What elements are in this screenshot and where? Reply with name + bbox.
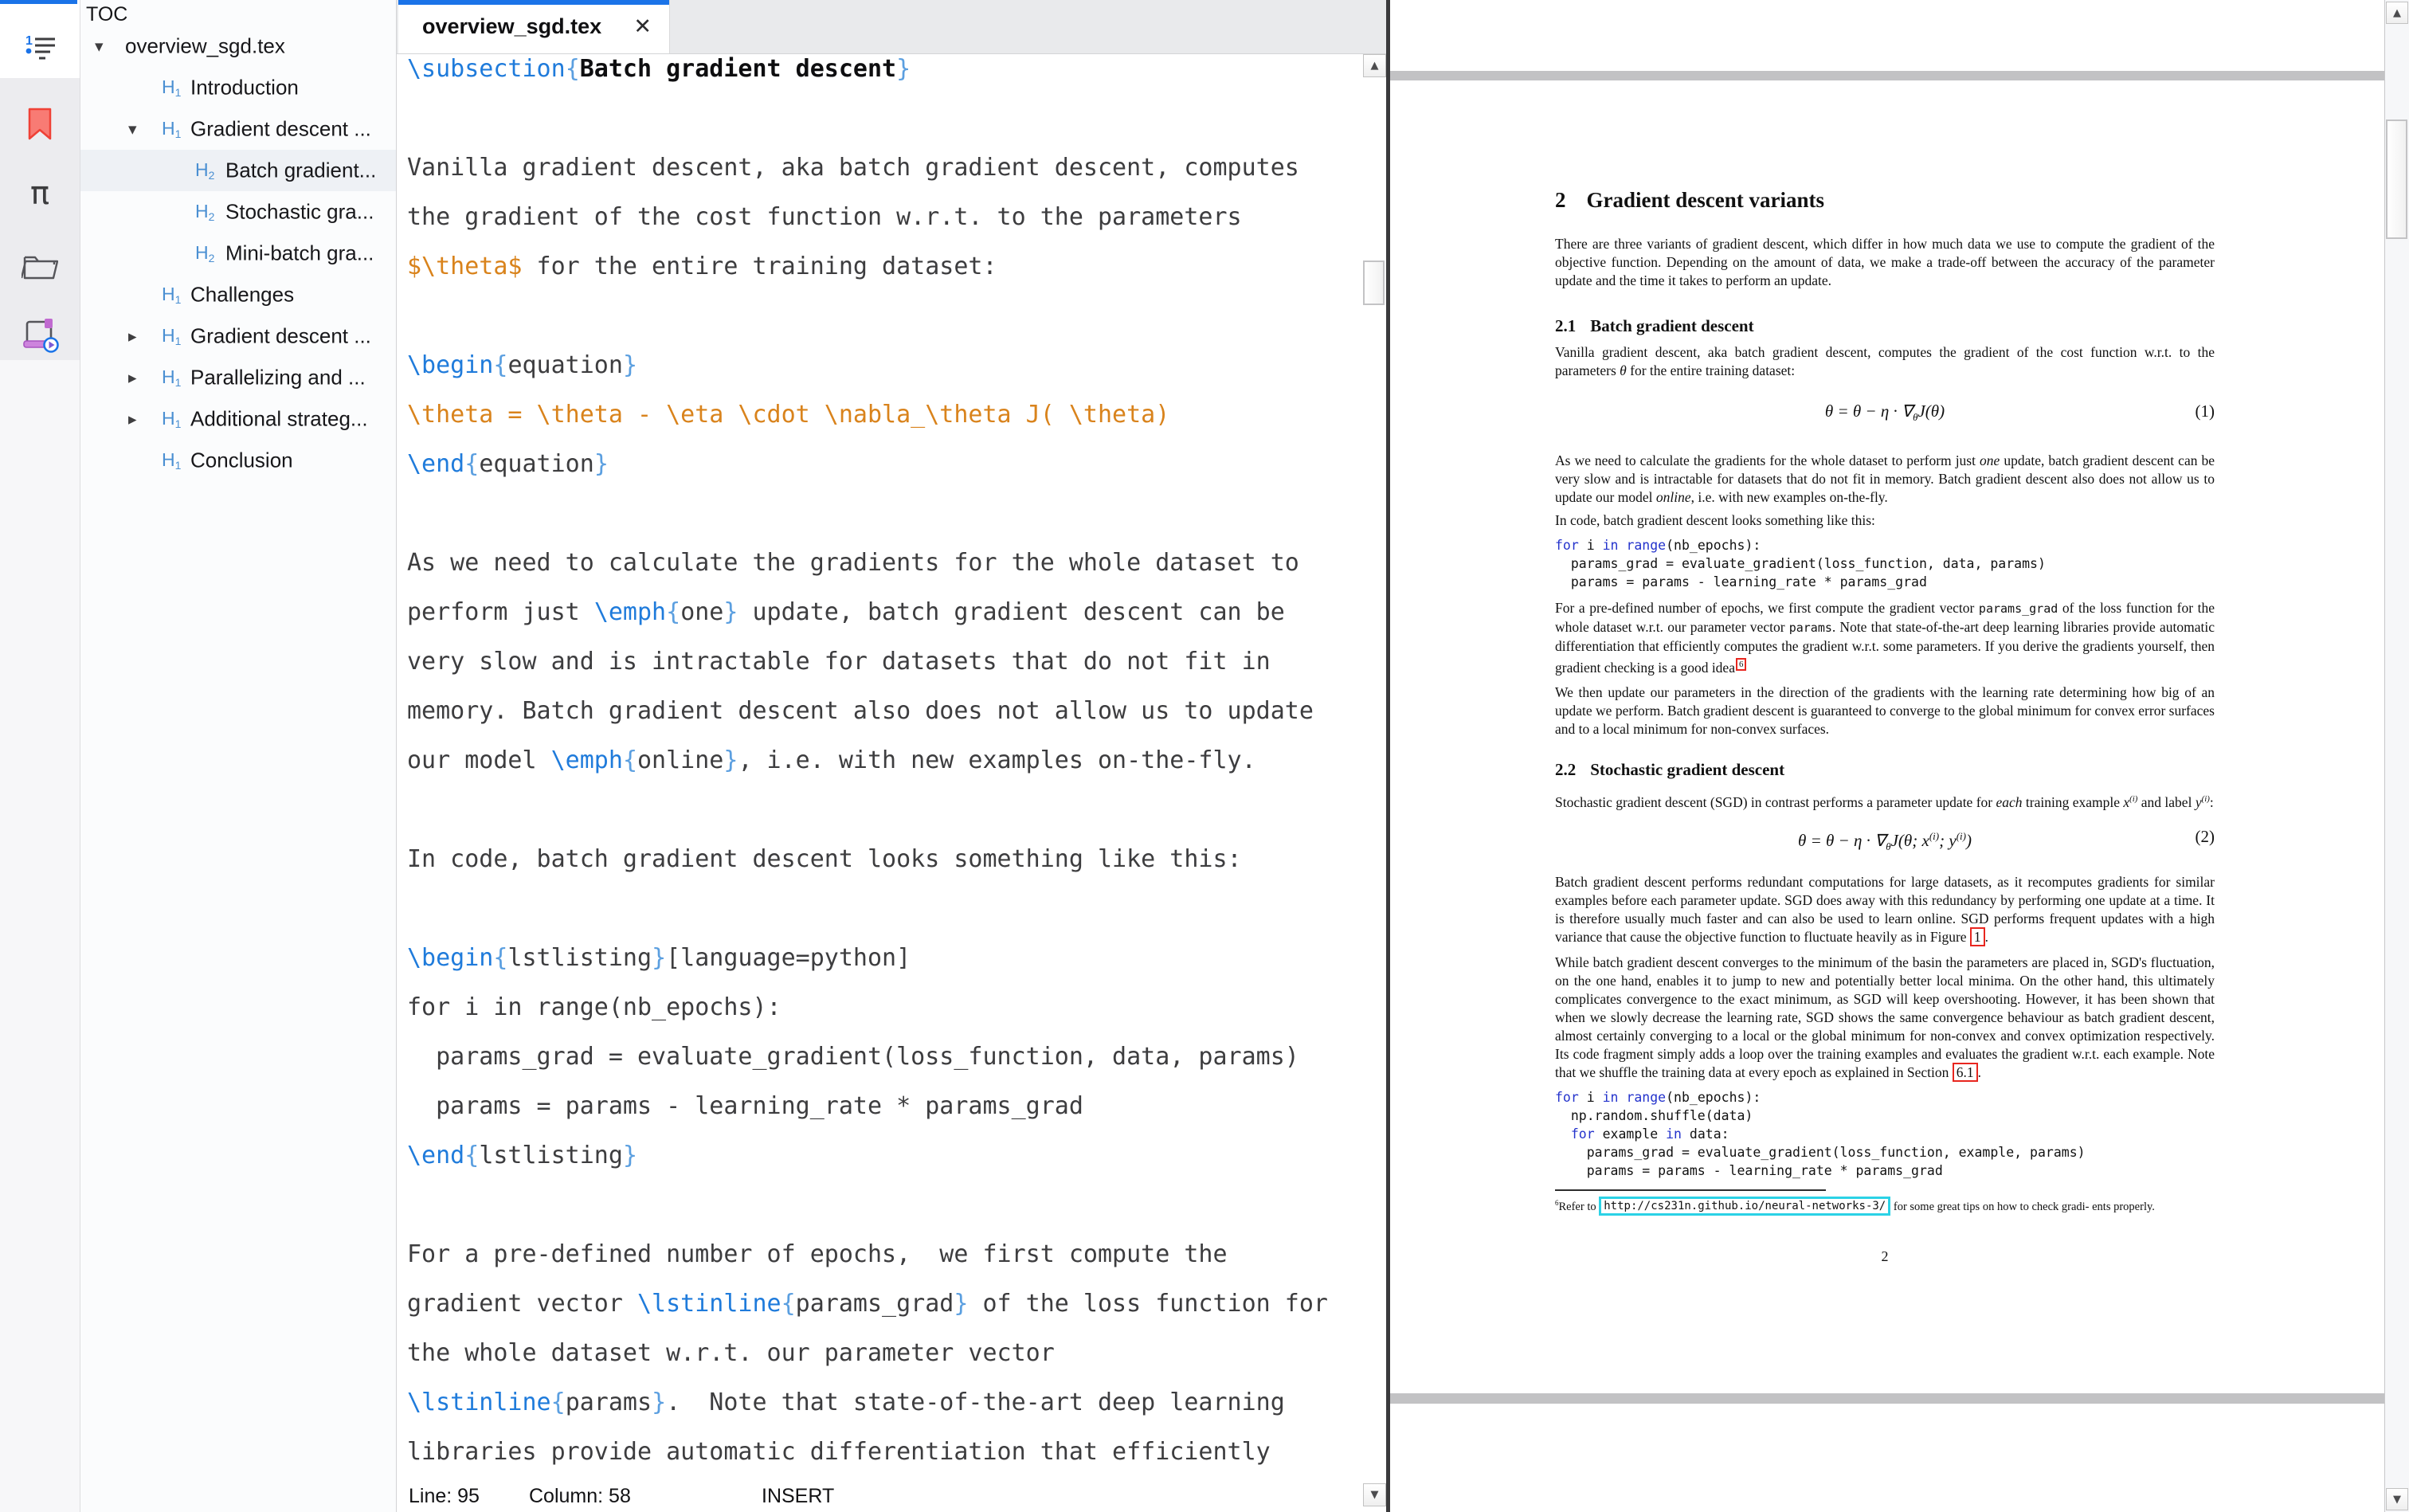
pdf-text: params_grad [1978,601,2058,616]
pdf-text: each [1996,793,2023,810]
pdf-text: range [1626,538,1667,553]
reference-link-box[interactable]: 6.1 [1953,1063,1978,1082]
heading-level-icon: H1 [162,118,182,140]
pdf-section-heading: 2.2 Stochastic gradient descent [1555,759,1785,779]
chevron-right-icon[interactable]: ▸ [128,327,137,346]
pdf-text: in [1666,1126,1682,1142]
pdf-paragraph [1555,343,2215,380]
pdf-text: and label [2137,793,2196,810]
heading-level-icon: H1 [162,76,182,99]
sidebar-item-bookmarks[interactable] [0,97,80,155]
pdf-text: . Note that state-of-the-art deep learning libraries provide automatic differentiation that efficiently computes the gradient w.r.t. some parameters. If you derive the gradients yourself, then gradient checking is a good idea [1555,619,2215,676]
toc-tree [80,25,396,481]
toc-row[interactable] [80,357,396,398]
pdf-scroll-up-button[interactable]: ▲ [2386,2,2408,24]
reference-link-box[interactable]: 6 [1736,658,1746,671]
editor-line: our model \emph{online}, i.e. with new examples on-the-fly. [407,746,1256,774]
editor-line [407,94,1355,143]
pdf-text: As we need to calculate the gradients for the whole dataset to perform just [1555,452,1980,468]
pdf-text: While batch gradient descent converges to the minimum of the basin the parameters are placed in, SGD's fluctuation, on the one hand, enables it to jump to new and potentially better local minima. On the other hand, this ultimately complicates convergence to the exact minimum, as SGD will keep overshooting. However, it has been shown that when we slowly decrease the learning rate, SGD shows the same convergence behaviour as batch gradient descent, almost certainly converging to a local or the global minimum for non-convex and convex optimization respectively. Its code fragment simply adds a loop over the training examples and evaluates the gradient w.r.t. each example. Note that we shuffle the training data at every epoch as explained in Section [1555,954,2215,1080]
toc-item-label: Gradient descent ... [190,323,371,348]
editor-line: \theta = \theta - \eta \cdot \nabla_\theta J( \theta) [407,401,1170,429]
pdf-code-line [1555,1088,2215,1107]
pdf-paragraph [1555,452,2215,507]
close-icon[interactable]: ✕ [633,14,652,39]
pdf-scrollbar[interactable] [2384,0,2409,1512]
heading-level-icon: H1 [162,284,182,306]
pdf-text: y [2195,793,2202,810]
activity-active-top-border [0,0,77,4]
pdf-paragraph [1555,684,2215,738]
pdf-text: θ = θ − η · ∇ [1824,402,1913,421]
toc-item-label: Mini-batch gra... [225,241,374,265]
pdf-text: For a pre-defined number of epochs, we first compute the gradient vector [1555,600,1979,616]
editor-scroll-down-button[interactable]: ▼ [1363,1483,1386,1506]
equation-number: (2) [2195,826,2215,846]
pdf-code-line [1555,1107,2215,1125]
pdf-text: np.random.shuffle(data) [1555,1107,1753,1123]
editor-line [407,292,1355,341]
url-link-box[interactable]: http://cs231n.github.io/neural-networks-3/ [1599,1197,1890,1216]
pdf-text: J(θ; x [1890,830,1929,850]
pdf-text: one [1980,452,2000,468]
toc-row[interactable] [80,67,396,108]
pdf-paragraph [1555,790,2215,812]
pdf-section-heading: 2 Gradient descent variants [1555,188,1824,212]
pdf-paragraph [1555,235,2215,290]
pdf-text: in [1602,538,1619,553]
editor-line [407,785,1355,835]
heading-level-icon: H1 [162,325,182,347]
editor-line: memory. Batch gradient descent also does not allow us to update [407,697,1314,725]
editor-line: For a pre-defined number of epochs, we first compute the [407,1240,1228,1268]
pdf-text: of the loss function for the whole dataset w.r.t. our parameter vector [1555,600,2215,635]
status-mode: INSERT [762,1485,835,1507]
pdf-text: x [2123,793,2130,810]
pdf-text: params = params - learning_rate * params_grad [1555,574,1927,590]
tab-label: overview_sgd.tex [422,14,602,38]
pdf-text: i [1578,1089,1603,1105]
heading-level-icon: H2 [195,201,215,223]
pdf-text: There are three variants of gradient descent, which differ in how much data we use to compute the gradient of the objective function. Depending on the amount of data, we make a trade-off between the accuracy of the parameter update and the time it takes to perform an update. [1555,236,2215,288]
editor-line: \lstinline{params}. Note that state-of-the-art deep learning [407,1389,1285,1416]
toc-row[interactable] [80,191,396,233]
editor-line: Vanilla gradient descent, aka batch gradient descent, computes [407,154,1299,182]
editor-line: for i in range(nb_epochs): [407,993,781,1021]
pdf-text: (nb_epochs): [1666,538,1761,553]
status-column: Column: 58 [529,1485,631,1507]
pdf-text: : [2209,793,2214,810]
editor-line: very slow and is intractable for datasets that do not fit in [407,648,1271,676]
toc-item-label: overview_sgd.tex [125,33,285,58]
pdf-text: (i) [1929,829,1940,842]
toc-item-label: Batch gradient... [225,158,377,182]
pdf-page-number: 2 [1881,1248,1889,1265]
pdf-text: (i) [1956,829,1966,842]
pdf-text: Refer to [1558,1200,1600,1213]
editor-line: \subsection{Batch gradient descent} [407,55,911,83]
pdf-code-line [1555,1125,2215,1143]
pdf-page-content [1555,188,2215,1265]
toc-row[interactable] [80,274,396,315]
svg-text:1: 1 [25,33,33,48]
pdf-text: i [1578,538,1603,553]
pdf-section-heading: 2.1 Batch gradient descent [1555,316,1754,335]
pi-icon: π [29,175,50,212]
toc-row[interactable] [80,150,396,191]
toc-row[interactable] [80,108,396,150]
chevron-down-icon[interactable]: ▾ [128,119,137,139]
editor-scroll-up-button[interactable]: ▲ [1363,54,1386,77]
pdf-text [1555,1126,1571,1142]
pdf-text: for [1555,1089,1579,1105]
pdf-text: ) [1965,830,1972,850]
page-separator [1390,1393,2384,1404]
pdf-preview-panel [1390,0,2384,1512]
editor-line: gradient vector \lstinline{params_grad} of the loss function for [407,1290,1328,1318]
pdf-code-line [1555,573,2215,591]
pdf-text: , i.e. with new examples on-the-fly. [1690,489,1888,505]
pdf-text: Vanilla gradient descent, aka batch gradient descent, computes the gradient of the cost function w.r.t. to the parameters [1555,344,2215,378]
sidebar-item-math-symbols[interactable] [0,165,80,222]
pdf-text: training example [2022,793,2124,810]
toc-item-label: Introduction [190,75,299,100]
toc-row[interactable] [80,315,396,357]
heading-level-icon: H2 [195,159,215,182]
editor-line: libraries provide automatic differentiation that efficiently [407,1438,1271,1466]
toc-item-label: Parallelizing and ... [190,365,366,390]
toc-row[interactable] [80,398,396,440]
pdf-text: ; y [1939,830,1957,850]
equation-number: (1) [2195,402,2215,421]
editor-line: As we need to calculate the gradients for the whole dataset to [407,549,1299,577]
pdf-text: In code, batch gradient descent looks something like this: [1555,512,1875,528]
pdf-text: for some great tips on how to check gradi- ents properly. [1890,1200,2155,1213]
pdf-text: . [1984,928,1989,945]
heading-level-icon: H1 [162,366,182,389]
editor-panel [397,0,1386,1512]
chevron-right-icon[interactable]: ▸ [128,368,137,387]
pdf-text: for the entire training dataset: [1626,362,1796,378]
pdf-code-line [1555,554,2215,573]
pdf-text: (i) [2201,793,2210,804]
pdf-paragraph [1555,873,2215,946]
pdf-text: 6 [1555,1198,1559,1207]
pdf-text: online [1655,489,1691,505]
pdf-text: We then update our parameters in the direction of the gradients with the learning rate determining how big of an update we perform. Batch gradient descent is guaranteed to converge to the global minimum for convex error surfaces and to a local minimum for non-convex surfaces. [1555,684,2215,737]
editor-line: the whole dataset w.r.t. our parameter vector [407,1339,1055,1367]
pdf-code-line [1555,1161,2215,1180]
chevron-down-icon[interactable]: ▾ [95,37,104,56]
editor-status-bar [397,1480,1386,1512]
pdf-text: θ [1913,411,1918,423]
toc-list-icon [22,31,58,72]
pdf-text: example [1594,1126,1667,1142]
editor-code-area[interactable] [407,45,1355,1477]
heading-level-icon: H1 [162,449,182,472]
editor-line: \begin{equation} [407,351,637,379]
toc-item-label: Stochastic gra... [225,199,374,224]
pdf-text: (nb_epochs): [1666,1089,1761,1105]
pdf-text: params_grad = evaluate_gradient(loss_function, example, params) [1555,1144,2086,1160]
toc-panel [80,0,397,1512]
editor-line: In code, batch gradient descent looks something like this: [407,845,1242,873]
pdf-text: θ [1620,362,1627,378]
pdf-code-block [1555,1088,2215,1180]
pdf-text [1619,1090,1627,1105]
pdf-page [1390,80,2384,1393]
toc-row[interactable] [80,440,396,481]
editor-line [407,1181,1355,1230]
chevron-right-icon[interactable]: ▸ [128,409,137,429]
pdf-scroll-down-button[interactable]: ▼ [2386,1488,2408,1510]
pdf-equation [1555,825,2215,859]
active-tab-indicator [398,0,669,5]
pdf-text: params_grad = evaluate_gradient(loss_function, data, params) [1555,556,2046,571]
pdf-text: params [1788,621,1832,635]
activity-bar [0,0,80,1512]
pdf-text: θ [1886,840,1891,852]
editor-line: $\theta$ for the entire training dataset: [407,253,997,280]
pdf-text: Stochastic gradient descent (SGD) in contrast performs a parameter update for [1555,793,1996,810]
pdf-text: for [1570,1126,1595,1142]
pdf-text: J(θ) [1917,402,1945,421]
toc-row[interactable] [80,25,396,67]
editor-line: \end{equation} [407,450,609,478]
pdf-paragraph [1555,954,2215,1082]
toc-item-label: Conclusion [190,448,293,472]
pdf-footnote [1555,1194,2215,1216]
pdf-code-block [1555,536,2215,591]
pdf-text: for [1555,538,1579,553]
pdf-code-line [1555,1143,2215,1161]
editor-line [407,489,1355,539]
toc-row[interactable] [80,233,396,274]
pdf-text: θ = θ − η · ∇ [1798,830,1886,850]
pdf-text: . [1977,1063,1981,1080]
pdf-paragraph [1555,599,2215,677]
heading-level-icon: H1 [162,408,182,430]
editor-line: params = params - learning_rate * params_grad [407,1092,1083,1120]
typeset-run-icon [21,317,59,358]
sidebar-item-typeset[interactable] [0,308,80,366]
reference-link-box[interactable]: 1 [1970,927,1985,946]
toc-item-label: Gradient descent ... [190,116,371,141]
toc-item-label: Additional strateg... [190,406,368,431]
pdf-text: (i) [2129,793,2138,804]
editor-line: \begin{lstlisting}[language=python] [407,944,911,972]
status-line: Line: 95 [409,1485,480,1507]
pdf-scrollbar-thumb[interactable] [2386,119,2407,239]
pdf-text: in [1602,1089,1619,1105]
pdf-text: params = params - learning_rate * params_grad [1555,1162,1943,1178]
pdf-equation [1555,399,2215,429]
editor-line: params_grad = evaluate_gradient(loss_function, data, params) [407,1043,1299,1071]
sidebar-item-toc[interactable] [0,22,80,80]
editor-line: \end{lstlisting} [407,1142,637,1169]
pdf-text: data: [1681,1126,1729,1142]
bookmark-icon [24,107,56,146]
pdf-text: range [1626,1089,1667,1105]
heading-level-icon: H2 [195,242,215,264]
toc-item-label: Challenges [190,282,295,307]
folder-icon [22,251,58,287]
pdf-text [1619,538,1627,553]
pdf-code-line [1555,536,2215,554]
sidebar-item-files[interactable] [0,240,80,297]
editor-line: perform just \emph{one} update, batch gradient descent can be [407,598,1285,626]
toc-panel-title: TOC [86,3,128,25]
pdf-paragraph [1555,511,2215,530]
pdf-text: Batch gradient descent performs redundant computations for large datasets, as it recomputes gradients for similar examples before each parameter update. SGD does away with this redundancy by performing one update at a time. It is therefore usually much faster and can also be used to learn online. SGD performs frequent updates with a high variance that cause the objective function to fluctuate heavily as in Figure [1555,873,2215,945]
pdf-text: update, batch gradient descent can be very slow and is intractable for datasets that do not fit in memory. Batch gradient descent also does not allow us to update our model [1555,452,2215,505]
editor-scrollbar-thumb[interactable] [1363,260,1385,305]
editor-line: the gradient of the cost function w.r.t. to the parameters [407,203,1242,231]
footnote-rule [1555,1189,1826,1191]
editor-line [407,884,1355,934]
